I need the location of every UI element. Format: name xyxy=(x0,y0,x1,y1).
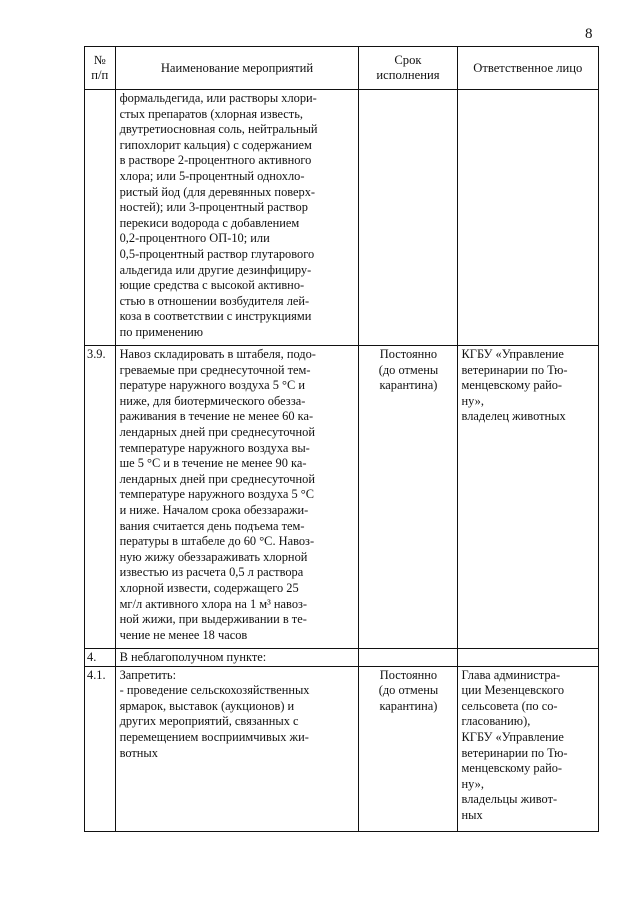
row-measure: Навоз складировать в штабеля, подо- греваемые при среднесуточной тем- пературе наружного воздуха 5 °С и ниже, для биотермического обезза- раживания в течение не менее 60 ка- лендарных дней при среднесуточной температуре наружного воздуха вы- ше 5 °С и в течение не менее 90 ка- лендарных дней при среднесуточной температуре наружного воздуха 5 °С и ниже. Началом срока обеззаражи- вания считается день подъема тем- пературы в штабеле до 60 °С. Навоз- ную жижу обеззараживать хлорной известью из расчета 0,5 л раствора хлорной извести, содержащего 25 мг/л активного хлора на 1 м³ навоз- ной жижи, при выдерживании в те- чение не менее 18 часов xyxy=(115,346,359,649)
row-term xyxy=(359,649,457,667)
row-number xyxy=(85,90,116,346)
table-header-row xyxy=(85,47,599,90)
row-measure: В неблагополучном пункте: xyxy=(115,649,359,667)
row-number: 4. xyxy=(85,649,116,667)
row-responsible: КГБУ «Управление ветеринарии по Тю- менцевскому райо- ну», владелец животных xyxy=(457,346,598,649)
row-number: 4.1. xyxy=(85,666,116,831)
row-measure: формальдегида, или растворы хлори- стых препаратов (хлорная известь, двутретиосновная соль, нейтральный гипохлорит кальция) с содержанием в растворе 2-процентного активного хлора; или 5-процентный однохло- ристый йод (для деревянных поверх- ностей); или 3-процентный раствор перекиси водорода с добавлением 0,2-процентного ОП-10; или 0,5-процентный раствор глутарового альдегида или другие дезинфициру- ющие средства с высокой активно- стью в отношении возбудителя лей- коза в соответствии с инструкциями по применению xyxy=(115,90,359,346)
row-measure: Запретить: - проведение сельскохозяйственных ярмарок, выставок (аукционов) и других мероприятий, связанных с перемещением восприимчивых жи- вотных xyxy=(115,666,359,831)
header-num: № п/п xyxy=(85,47,116,90)
row-responsible xyxy=(457,90,598,346)
row-responsible xyxy=(457,649,598,667)
table-row xyxy=(85,90,599,346)
row-term xyxy=(359,90,457,346)
table-row xyxy=(85,649,599,667)
table-row xyxy=(85,346,599,649)
row-responsible: Глава администра- ции Мезенцевского сельсовета (по со- гласованию), КГБУ «Управление ветеринарии по Тю- менцевскому райо- ну», владельцы живот- ных xyxy=(457,666,598,831)
header-name: Наименование мероприятий xyxy=(115,47,359,90)
table-row xyxy=(85,666,599,831)
measures-table xyxy=(84,46,599,832)
row-term: Постоянно (до отмены карантина) xyxy=(359,346,457,649)
header-responsible: Ответственное лицо xyxy=(457,47,598,90)
header-term: Срок исполнения xyxy=(359,47,457,90)
row-number: 3.9. xyxy=(85,346,116,649)
page-number: 8 xyxy=(585,26,593,42)
row-term: Постоянно (до отмены карантина) xyxy=(359,666,457,831)
